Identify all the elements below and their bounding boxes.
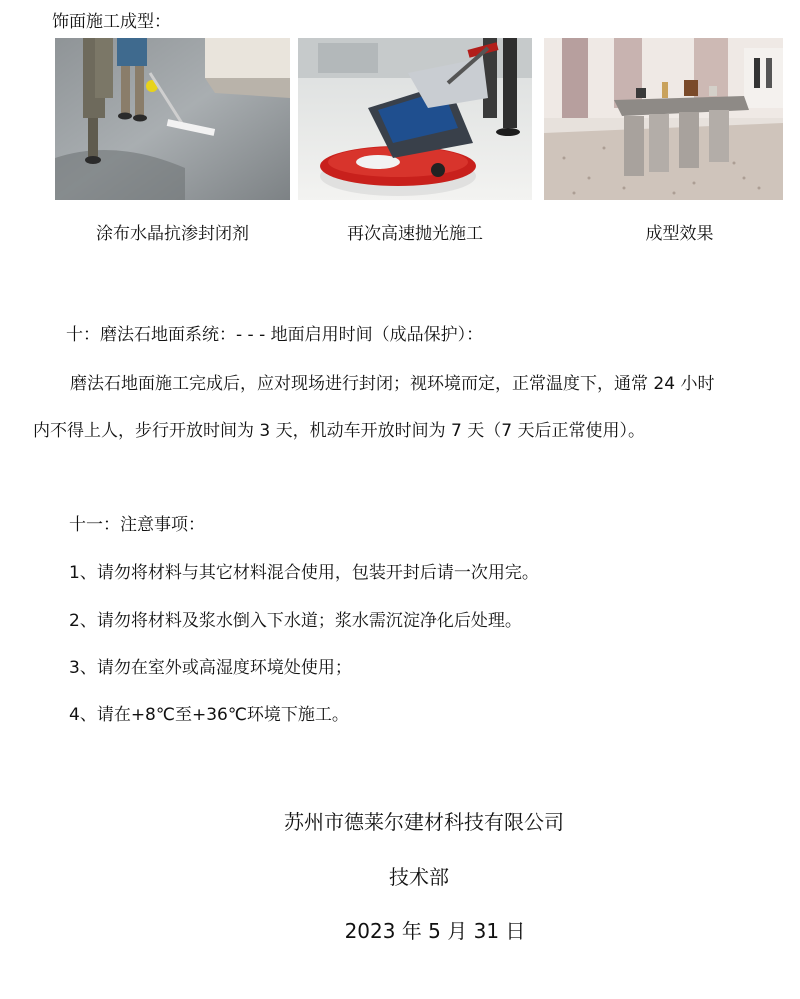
caption-finished-result: 成型效果 (645, 224, 714, 244)
section-heading: 饰面施工成型： (52, 12, 171, 32)
notice-item-1: 1、请勿将材料与其它材料混合使用，包装开封后请一次用完。 (69, 563, 539, 583)
company-name: 苏州市德莱尔建材科技有限公司 (284, 810, 564, 834)
notice-item-2: 2、请勿将材料及浆水倒入下水道；浆水需沉淀净化后处理。 (69, 611, 522, 631)
notice-item-4: 4、请在+8℃至+36℃环境下施工。 (69, 705, 349, 725)
department-name: 技术部 (389, 865, 449, 889)
section10-heading: 十：磨法石地面系统：- - - 地面启用时间（成品保护）： (66, 325, 484, 345)
section10-paragraph-line2: 内不得上人，步行开放时间为 3 天，机动车开放时间为 7 天（7 天后正常使用）。 (33, 421, 645, 441)
section10-paragraph-line1: 磨法石地面施工完成后，应对现场进行封闭；视环境而定，正常温度下，通常 24 小时 (70, 374, 715, 394)
notice-item-3: 3、请勿在室外或高湿度环境处使用； (69, 658, 352, 678)
photo-polishing-machine (298, 38, 532, 200)
section11-heading: 十一：注意事项： (69, 515, 205, 535)
photo-finished-result (544, 38, 783, 200)
document-date: 2023 年 5 月 31 日 (344, 919, 526, 943)
photo-applying-sealer (55, 38, 290, 200)
caption-polishing: 再次高速抛光施工 (347, 224, 483, 244)
caption-applying-sealer: 涂布水晶抗渗封闭剂 (96, 224, 249, 244)
